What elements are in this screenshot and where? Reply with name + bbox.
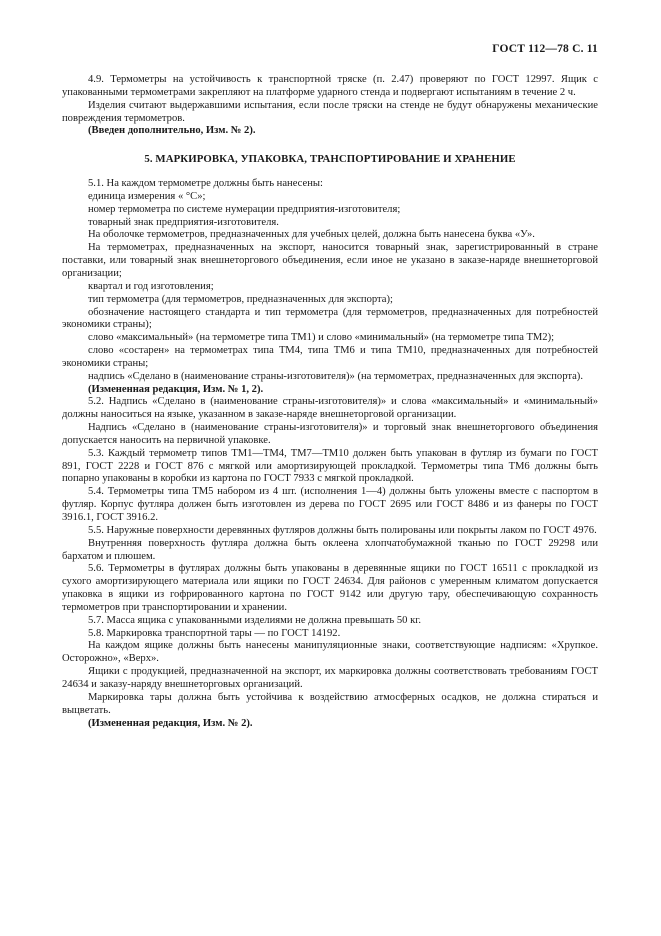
paragraph-5-2: 5.2. Надпись «Сделано в (наименование страны-изготовителя)» и слова «максимальный» и «минимальный» должны наноситься на языке, указанном в заказе-наряде внешнеторговой организации. (62, 396, 598, 421)
list-item: единица измерения « °С»; (88, 190, 206, 202)
paragraph-4-9-conclusion: Изделия считают выдержавшими испытания, если после тряски на стенде не будут обнаружены механические повреждения термометров. (62, 99, 598, 124)
paragraph: На термометрах, предназначенных на экспорт, наносится товарный знак, зарегистрированный в стране поставки, или товарный знак внешнеторгового объединения, если иное не указано в заказе-наряде внешнеторговой организации; (62, 242, 598, 279)
paragraph-5-8: 5.8. Маркировка транспортной тары — по ГОСТ 14192. (88, 627, 341, 639)
paragraph: Внутренняя поверхность футляра должна быть оклеена хлопчатобумажной тканью по ГОСТ 29298 или бархатом и плюшем. (62, 537, 598, 562)
paragraph-5-7: 5.7. Масса ящика с упакованными изделиями не должна превышать 50 кг. (88, 614, 422, 626)
page-header: ГОСТ 112—78 С. 11 (492, 43, 598, 55)
paragraph-5-6: 5.6. Термометры в футлярах должны быть упакованы в деревянные ящики по ГОСТ 16511 с прокладкой из сухого амортизирующего материала или ящики по ГОСТ 24634. Для районов с умеренным климатом допускается упаковка в ящики из гофрированного картона по ГОСТ 9142 или другую тару, обеспечивающую сохранность термометров при транспортировании и хранении. (62, 563, 598, 613)
list-item: товарный знак предприятия-изготовителя. (88, 216, 279, 228)
paragraph-5-5: 5.5. Наружные поверхности деревянных футляров должны быть полированы или покрыты лаком по ГОСТ 4976. (88, 524, 597, 536)
list-item: обозначение настоящего стандарта и тип термометра (для термометров, предназначенных для потребностей экономики страны); (62, 306, 598, 331)
paragraph-5-3: 5.3. Каждый термометр типов ТМ1—ТМ4, ТМ7—ТМ10 должен быть упакован в футляр из бумаги по ГОСТ 891, ГОСТ 2228 и ГОСТ 876 с мягкой или амортизирующей прокладкой. Термометры типа ТМ6 должны быть попарно упакованы в коробки из картона по ГОСТ 7933 с мягкой прокладкой. (62, 447, 598, 485)
list-item: надпись «Сделано в (наименование страны-изготовителя)» (на термометрах, предназначенных для экспорта). (88, 370, 583, 382)
paragraph: Маркировка тары должна быть устойчива к воздействию атмосферных осадков, не должна стираться и выцветать. (62, 691, 598, 716)
list-item: слово «состарен» на термометрах типа ТМ4, типа ТМ6 и типа ТМ10, предназначенных для потребностей экономики страны; (62, 345, 598, 369)
amendment-note: (Измененная редакция, Изм. № 1, 2). (88, 383, 264, 395)
paragraph: На оболочке термометров, предназначенных для учебных целей, должна быть нанесена буква «У». (88, 229, 535, 241)
paragraph-5-4: 5.4. Термометры типа ТМ5 набором из 4 шт. (исполнения 1—4) должны быть уложены вместе с паспортом в футляр. Корпус футляра должен быть изготовлен из дерева по ГОСТ 2695 или ГОСТ 8486 и из фанеры по ГОСТ 3916.1, ГОСТ 3916.2. (62, 486, 598, 523)
list-item: квартал и год изготовления; (88, 280, 214, 292)
paragraph: Ящики с продукцией, предназначенной на экспорт, их маркировка должны соответствовать требованиям ГОСТ 24634 и заказу-наряду внешнеторговых организаций. (62, 666, 598, 690)
document-body (62, 74, 598, 730)
paragraph-5-1: 5.1. На каждом термометре должны быть нанесены: (88, 178, 323, 190)
list-item: слово «максимальный» (на термометре типа ТМ1) и слово «минимальный» (на термометре типа ТМ2); (88, 332, 555, 344)
list-item: тип термометра (для термометров, предназначенных для экспорта); (88, 293, 393, 305)
amendment-note: (Введен дополнительно, Изм. № 2). (88, 125, 256, 137)
section-title: 5. МАРКИРОВКА, УПАКОВКА, ТРАНСПОРТИРОВАНИЕ И ХРАНЕНИЕ (144, 153, 516, 166)
list-item: номер термометра по системе нумерации предприятия-изготовителя; (88, 203, 401, 215)
paragraph: На каждом ящике должны быть нанесены манипуляционные знаки, соответствующие надписям: «Хрупкое. Осторожно», «Верх». (62, 640, 598, 665)
amendment-note: (Измененная редакция, Изм. № 2). (88, 717, 253, 729)
paragraph: Надпись «Сделано в (наименование страны-изготовителя)» и торговый знак внешнеторгового объединения допускается наносить на первичной упаковке. (62, 422, 598, 446)
paragraph-4-9: 4.9. Термометры на устойчивость к транспортной тряске (п. 2.47) проверяют по ГОСТ 12997. Ящик с упакованными термометрами закрепляют на платформе ударного стенда и подвергают испытаниям в течение 2 ч. (62, 74, 598, 98)
